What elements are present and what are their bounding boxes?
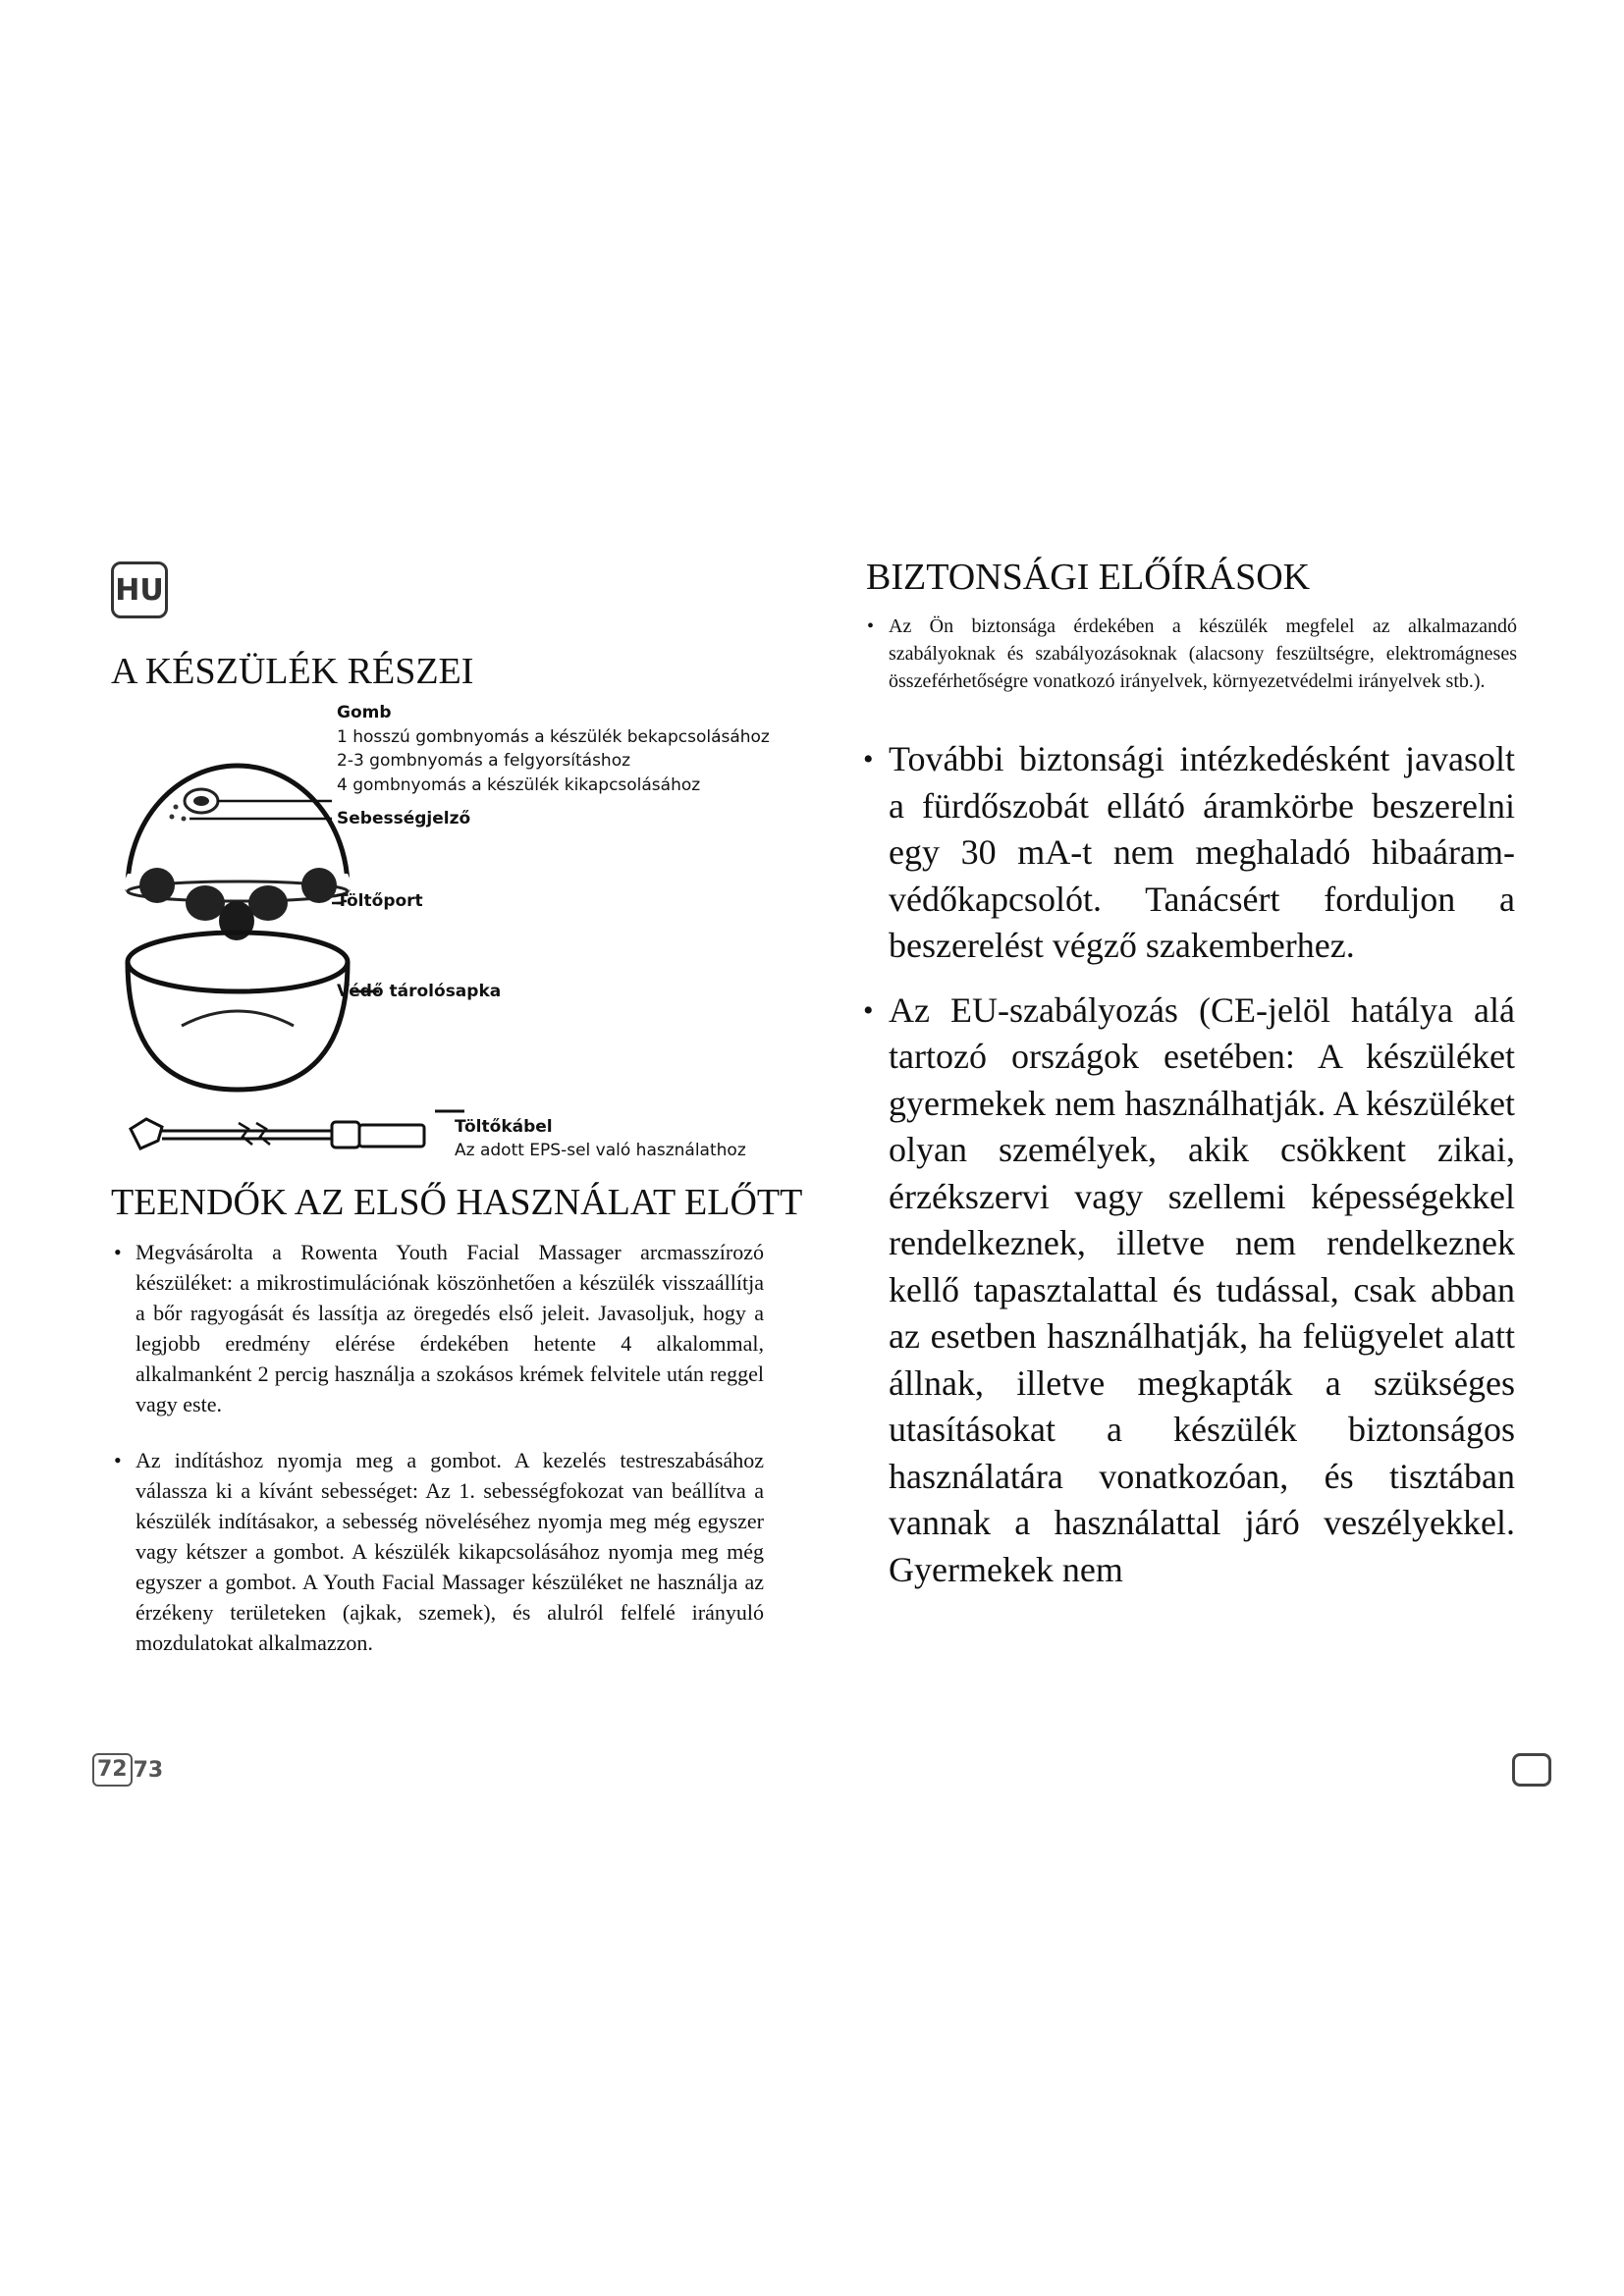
list-item: • Az indításhoz nyomja meg a gombot. A kezelés testreszabásához válassza ki a kívánt sebességet: Az 1. sebességfokozat van beállítva a készülék indításakor, a sebesség növeléséhez nyomja meg még egyszer vagy kétszer a gombot. A készülék kikapcsolásához nyomja meg még egyszer a gombot. A Youth Facial Massager készüléket ne használja az érzékeny területeken (ajkak, szemek), és alulról felfelé irányuló mozdulatokat alkalmazzon. xyxy=(114,1448,764,1655)
safety-main-list xyxy=(863,736,1515,1611)
list-item: • Az Ön biztonsága érdekében a készülék megfelel az alkalmazandó szabályoknak és szabályozásoknak (alacsony feszültségre, elektromágneses összeférhetőségre vonatkozó irányelvek, környezetvédelmi irányelvek stb.). xyxy=(867,615,1517,692)
list-item: • További biztonsági intézkedésként javasolt a fürdőszobát ellátó áramkörbe beszerelni egy 30 mA-t nem meghaladó hibaáram-védőkapcsolót. Tanácsért forduljon a beszerelést végző szakemberhez. xyxy=(863,739,1515,965)
safety-heading: BIZTONSÁGI ELŐÍRÁSOK xyxy=(866,557,1311,598)
charging-port-label: Töltőport xyxy=(337,891,423,911)
page-number-left: 72 xyxy=(92,1753,133,1787)
button-desc-3: 4 gombnyomás a készülék kikapcsolásához xyxy=(337,775,701,795)
button-label: Gomb xyxy=(337,703,392,722)
page-number-right: 73 xyxy=(133,1757,164,1783)
language-badge: HU xyxy=(111,561,168,618)
first-use-heading: TEENDŐK AZ ELSŐ HASZNÁLAT ELŐTT xyxy=(111,1182,803,1223)
list-item: • Megvásárolta a Rowenta Youth Facial Massager arcmasszírozó készüléket: a mikrostimulációnak köszönhetően a készülék visszaállítja a bőr ragyogását és lassítja az öregedés első jeleit. Javasoljuk, hogy a legjobb eredmény elérése érdekében hetente 4 alkalommal, alkalmanként 2 percig használja a szokásos krémek felvitele után reggel vagy este. xyxy=(114,1240,764,1416)
charging-cable-desc: Az adott EPS-sel való használathoz xyxy=(455,1141,746,1160)
parts-heading: A KÉSZÜLÉK RÉSZEI xyxy=(111,651,474,692)
page-corner-box xyxy=(1512,1753,1551,1787)
speed-indicator-label: Sebességjelző xyxy=(337,809,471,828)
page-numbers xyxy=(92,1753,163,1787)
button-desc-2: 2-3 gombnyomás a felgyorsításhoz xyxy=(337,751,631,771)
device-diagram xyxy=(111,697,798,1168)
list-item: • Az EU-szabályozás (CE-jelöl hatálya alá tartozó országok esetében: A készüléket gyermekek nem használhatják. A készüléket olyan személyek, akik csökkent zikai, érzékszervi vagy szellemi képességekkel rendelkeznek, illetve nem rendelkeznek kellő tapasztalattal és tudással, csak abban az esetben használhatják, ha felügyelet alatt állnak, illetve megkapták a szükséges utasításokat a készülék biztonságos használatára vonatkozóan, és tisztában vannak a használattal járó veszélyekkel. Gyermekek nem xyxy=(863,989,1515,1589)
button-desc-1: 1 hosszú gombnyomás a készülék bekapcsolásához xyxy=(337,727,770,747)
charging-cable-label: Töltőkábel xyxy=(455,1117,553,1137)
safety-small-list xyxy=(867,613,1517,695)
first-use-list xyxy=(114,1237,764,1683)
protective-cap-label: Védő tárolósapka xyxy=(337,982,502,1001)
